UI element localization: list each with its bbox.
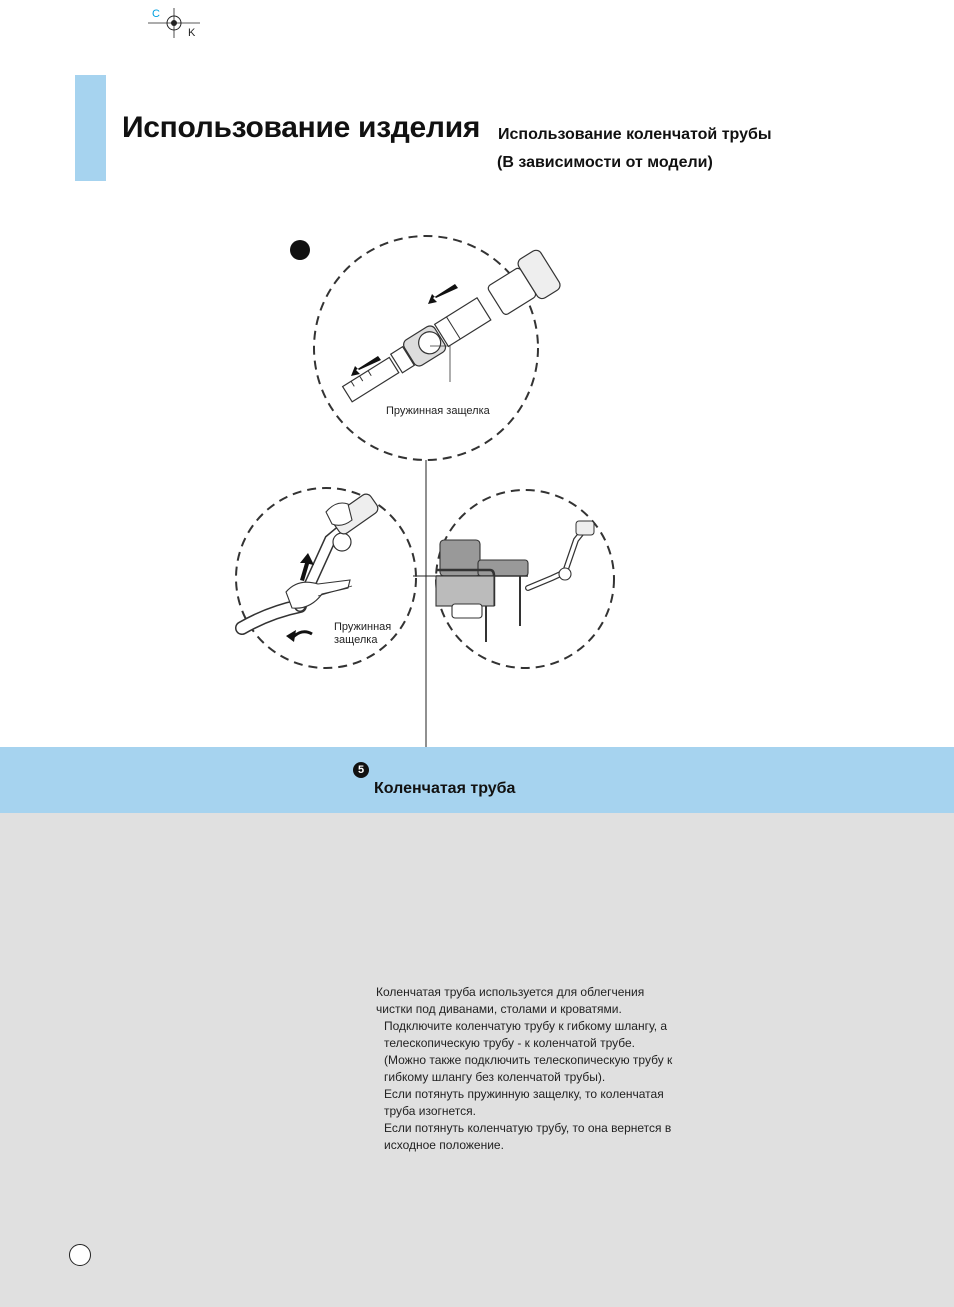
- section-title: Коленчатая труба: [374, 780, 516, 797]
- body-line: Если потянуть коленчатую трубу, то она вернется в: [384, 1121, 672, 1135]
- section-body-text: [376, 984, 716, 1154]
- top-detail-circle: [290, 236, 562, 460]
- spring-latch-label-left: [334, 621, 391, 647]
- registration-c: C: [152, 8, 160, 20]
- body-line: чистки под диванами, столами и кроватями.: [376, 1002, 622, 1016]
- page-number-circle: [69, 1244, 91, 1266]
- page-title: Использование изделия: [122, 111, 481, 144]
- body-line: телескопическую трубу - к коленчатой трубе.: [384, 1036, 635, 1050]
- body-line: Коленчатая труба используется для облегчения: [376, 985, 645, 999]
- section-number-badge: 5: [353, 762, 369, 778]
- body-line: Если потянуть пружинную защелку, то коленчатая: [384, 1087, 664, 1101]
- registration-k: K: [188, 27, 196, 39]
- body-line: исходное положение.: [384, 1138, 504, 1152]
- spring-latch-label-top: Пружинная защелка: [386, 405, 490, 417]
- body-line: труба изогнется.: [384, 1104, 476, 1118]
- page-subtitle: Использование коленчатой трубы: [498, 126, 772, 143]
- spring-latch-label-left-line2: защелка: [334, 634, 378, 646]
- spring-latch-label-left-line1: Пружинная: [334, 621, 392, 633]
- body-line: гибкому шлангу без коленчатой трубы).: [384, 1070, 606, 1084]
- body-line: Подключите коленчатую трубу к гибкому шлангу, а: [384, 1019, 668, 1033]
- body-line: (Можно также подключить телескопическую трубу к: [384, 1053, 673, 1067]
- step-bullet-icon: [290, 240, 310, 260]
- right-detail-circle: [436, 490, 614, 668]
- page-subtitle-note: (В зависимости от модели): [497, 154, 713, 171]
